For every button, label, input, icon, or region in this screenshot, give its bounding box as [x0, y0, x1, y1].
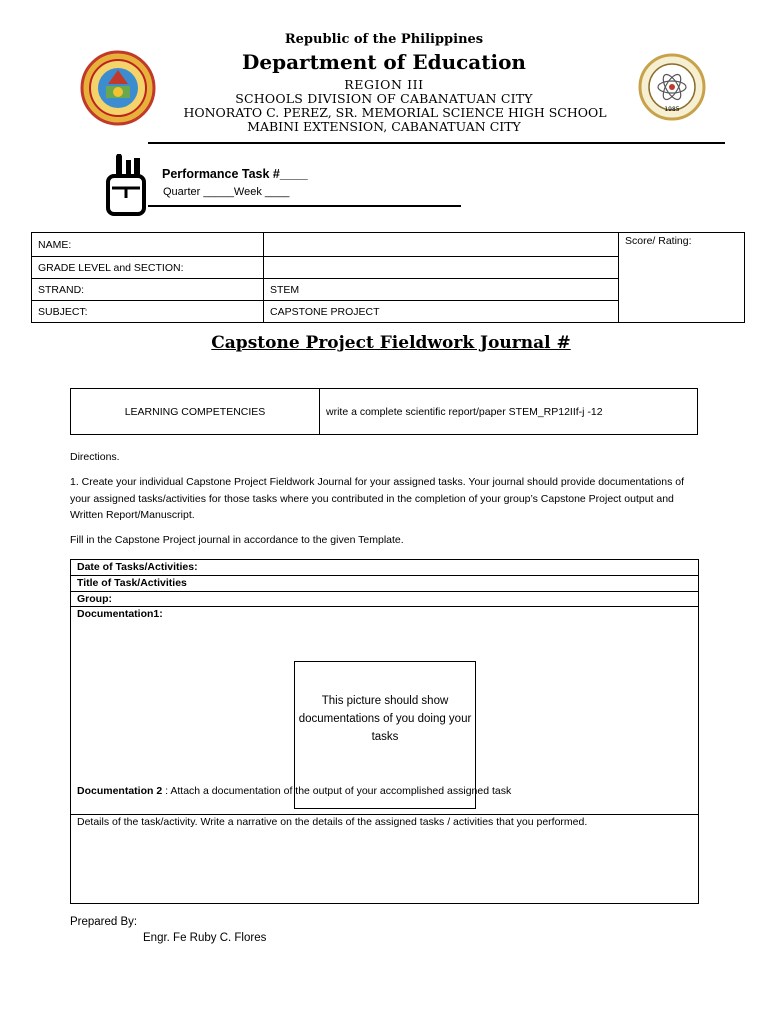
- title-label: Title of Task/Activities: [77, 577, 187, 589]
- grade-field[interactable]: [264, 257, 619, 279]
- doc2-line: [77, 784, 511, 798]
- journal-template: [70, 559, 699, 904]
- strand-label: STRAND:: [32, 279, 264, 301]
- competency-label: LEARNING COMPETENCIES: [71, 389, 320, 435]
- school-line: HONORATO C. PEREZ, SR. MEMORIAL SCIENCE HIGH SCHOOL: [183, 105, 607, 120]
- directions-heading: Directions.: [70, 451, 120, 463]
- header-divider: [148, 142, 725, 144]
- pencil-cup-icon: [104, 154, 148, 218]
- name-label: NAME:: [32, 233, 264, 257]
- student-info-table: [31, 232, 745, 323]
- author-name: Engr. Fe Ruby C. Flores: [143, 932, 267, 944]
- date-row[interactable]: [71, 560, 698, 576]
- directions-item-1: 1. Create your individual Capstone Project Fieldwork Journal for your assigned tasks. Your journal should provide documentations of your assigned tasks/activities for those tasks where you contributed in the completion of your group’s Capstone Project output and Written Report/Manuscript.: [70, 476, 685, 521]
- title-row[interactable]: [71, 576, 698, 592]
- name-field[interactable]: [264, 233, 619, 257]
- score-label: Score/ Rating:: [625, 235, 692, 247]
- details-text: Details of the task/activity. Write a narrative on the details of the assigned tasks / activities that you performed.: [77, 816, 588, 828]
- address-line: MABINI EXTENSION, CABANATUAN CITY: [247, 119, 521, 134]
- department-line: Department of Education: [242, 50, 526, 74]
- subject-label: SUBJECT:: [32, 301, 264, 323]
- doc1-label: Documentation1:: [77, 608, 163, 620]
- directions-fill: Fill in the Capstone Project journal in accordance to the given Template.: [70, 534, 404, 546]
- picture-text: This picture should show documentations of you doing your tasks: [298, 695, 472, 743]
- quarter-week-line: Quarter _____Week ____: [163, 186, 290, 198]
- grade-label: GRADE LEVEL and SECTION:: [32, 257, 264, 279]
- strand-value: STEM: [264, 279, 619, 301]
- competency-value: write a complete scientific report/paper STEM_RP12IIf-j -12: [320, 389, 698, 435]
- doc2-text: : Attach a documentation of the output of your accomplished assigned task: [162, 785, 512, 797]
- group-label: Group:: [77, 593, 112, 605]
- group-row[interactable]: [71, 592, 698, 607]
- documentation-section: [71, 607, 698, 815]
- republic-line: Republic of the Philippines: [284, 32, 484, 47]
- date-label: Date of Tasks/Activities:: [77, 561, 198, 573]
- competency-table: [70, 388, 698, 435]
- division-line: SCHOOLS DIVISION OF CABANATUAN CITY: [235, 91, 533, 106]
- page-title: Capstone Project Fieldwork Journal #: [211, 333, 571, 353]
- performance-task-title: Performance Task #____: [162, 167, 308, 181]
- seal-year: 1985: [664, 106, 680, 113]
- region-line: REGION III: [344, 77, 424, 92]
- task-divider: [148, 205, 461, 207]
- subject-value: CAPSTONE PROJECT: [264, 301, 619, 323]
- score-rating-cell[interactable]: [619, 233, 745, 323]
- prepared-by-label: Prepared By:: [70, 916, 138, 928]
- doc2-label: Documentation 2: [77, 785, 163, 797]
- details-section[interactable]: [77, 816, 692, 828]
